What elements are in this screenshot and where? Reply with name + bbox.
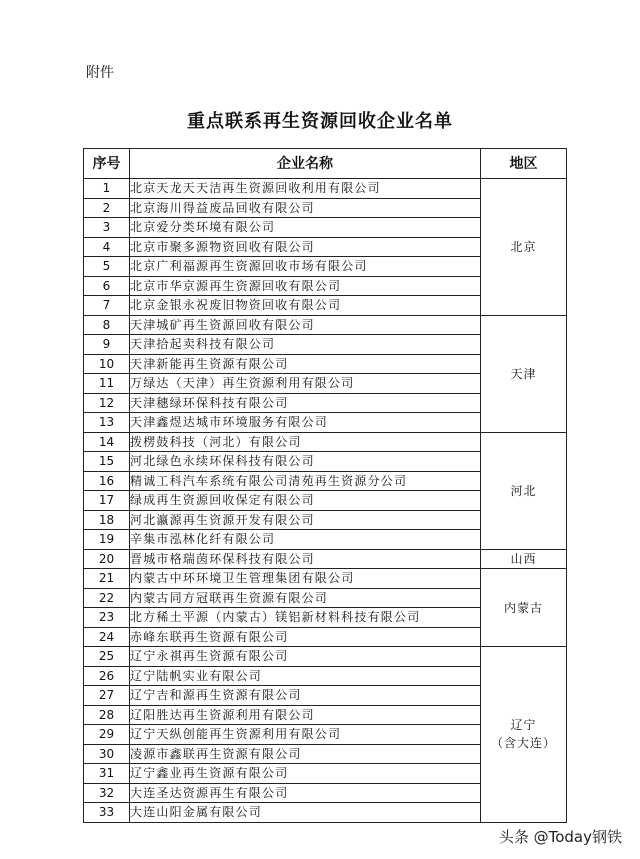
- source-watermark: 头条 @Today钢铁: [498, 828, 622, 846]
- region-label: 北京: [510, 239, 537, 254]
- attachment-label: 附件: [86, 65, 114, 81]
- row-number: 3: [84, 218, 130, 238]
- table-row: [84, 647, 567, 667]
- enterprise-name: 天津城矿再生资源回收有限公司: [130, 315, 481, 335]
- table-body: [84, 179, 567, 823]
- row-number: 20: [84, 549, 130, 569]
- region-cell: [481, 549, 567, 569]
- row-number: 12: [84, 393, 130, 413]
- enterprise-name: 北京金银永祝废旧物资回收有限公司: [130, 296, 481, 316]
- table-row: [84, 549, 567, 569]
- enterprise-name: 拨楞鼓科技（河北）有限公司: [130, 432, 481, 452]
- row-number: 21: [84, 569, 130, 589]
- row-number: 9: [84, 335, 130, 355]
- region-label: 山西: [510, 551, 537, 566]
- header-number: 序号: [84, 149, 130, 179]
- row-number: 24: [84, 627, 130, 647]
- region-label: 河北: [510, 483, 537, 498]
- enterprise-name: 晋城市格瑞茵环保科技有限公司: [130, 549, 481, 569]
- enterprise-name: 天津穗绿环保科技有限公司: [130, 393, 481, 413]
- enterprise-name: 辛集市泓林化纤有限公司: [130, 530, 481, 550]
- row-number: 27: [84, 686, 130, 706]
- region-cell: [481, 179, 567, 316]
- enterprise-name: 北京市聚多源物资回收有限公司: [130, 237, 481, 257]
- row-number: 31: [84, 764, 130, 784]
- region-label: 内蒙古: [503, 600, 543, 615]
- row-number: 18: [84, 510, 130, 530]
- region-cell: [481, 315, 567, 432]
- enterprise-name: 万绿达（天津）再生资源利用有限公司: [130, 374, 481, 394]
- header-region: 地区: [481, 149, 567, 179]
- enterprise-table: [83, 148, 567, 823]
- row-number: 17: [84, 491, 130, 511]
- enterprise-name: 天津拾起卖科技有限公司: [130, 335, 481, 355]
- page-title: 重点联系再生资源回收企业名单: [187, 111, 453, 132]
- enterprise-name: 北方稀土平源（内蒙古）镁铝新材料科技有限公司: [130, 608, 481, 628]
- enterprise-name: 凌源市鑫联再生资源有限公司: [130, 744, 481, 764]
- enterprise-name: 内蒙古同方冠联再生资源有限公司: [130, 588, 481, 608]
- enterprise-name: 辽宁陆帆实业有限公司: [130, 666, 481, 686]
- row-number: 1: [84, 179, 130, 199]
- table-row: [84, 569, 567, 589]
- row-number: 4: [84, 237, 130, 257]
- row-number: 8: [84, 315, 130, 335]
- enterprise-name: 精诚工科汽车系统有限公司清苑再生资源分公司: [130, 471, 481, 491]
- enterprise-name: 北京天龙天天洁再生资源回收利用有限公司: [130, 179, 481, 199]
- enterprise-name: 天津鑫煜达城市环境服务有限公司: [130, 413, 481, 433]
- enterprise-name: 北京海川得益废品回收有限公司: [130, 198, 481, 218]
- enterprise-name: 内蒙古中环环境卫生管理集团有限公司: [130, 569, 481, 589]
- region-label: 天津: [510, 366, 537, 381]
- enterprise-name: 河北瀛源再生资源开发有限公司: [130, 510, 481, 530]
- row-number: 11: [84, 374, 130, 394]
- row-number: 23: [84, 608, 130, 628]
- region-cell: [481, 569, 567, 647]
- row-number: 25: [84, 647, 130, 667]
- table-row: [84, 179, 567, 199]
- row-number: 10: [84, 354, 130, 374]
- enterprise-name: 赤峰东联再生资源有限公司: [130, 627, 481, 647]
- enterprise-name: 北京广利福源再生资源回收市场有限公司: [130, 257, 481, 277]
- enterprise-name: 河北绿色永续环保科技有限公司: [130, 452, 481, 472]
- row-number: 33: [84, 803, 130, 823]
- row-number: 32: [84, 783, 130, 803]
- row-number: 15: [84, 452, 130, 472]
- enterprise-name: 大连山阳金属有限公司: [130, 803, 481, 823]
- header-enterprise-name: 企业名称: [130, 149, 481, 179]
- region-cell: [481, 647, 567, 823]
- row-number: 29: [84, 725, 130, 745]
- row-number: 26: [84, 666, 130, 686]
- enterprise-name: 北京市华京源再生资源回收有限公司: [130, 276, 481, 296]
- row-number: 16: [84, 471, 130, 491]
- enterprise-name: 辽宁鑫业再生资源有限公司: [130, 764, 481, 784]
- table-header-row: [84, 149, 567, 179]
- enterprise-name: 绿成再生资源回收保定有限公司: [130, 491, 481, 511]
- region-label: 辽宁: [510, 718, 537, 733]
- row-number: 7: [84, 296, 130, 316]
- enterprise-name: 辽宁吉和源再生资源有限公司: [130, 686, 481, 706]
- enterprise-name: 辽宁永祺再生资源有限公司: [130, 647, 481, 667]
- region-label: （含大连）: [490, 736, 556, 751]
- region-cell: [481, 432, 567, 549]
- row-number: 2: [84, 198, 130, 218]
- row-number: 28: [84, 705, 130, 725]
- enterprise-name: 辽宁天纵创能再生资源利用有限公司: [130, 725, 481, 745]
- enterprise-name: 大连圣达资源再生有限公司: [130, 783, 481, 803]
- table-row: [84, 432, 567, 452]
- row-number: 14: [84, 432, 130, 452]
- row-number: 30: [84, 744, 130, 764]
- enterprise-name: 天津新能再生资源有限公司: [130, 354, 481, 374]
- row-number: 5: [84, 257, 130, 277]
- row-number: 19: [84, 530, 130, 550]
- row-number: 6: [84, 276, 130, 296]
- table-row: [84, 315, 567, 335]
- row-number: 22: [84, 588, 130, 608]
- enterprise-name: 北京爱分类环境有限公司: [130, 218, 481, 238]
- row-number: 13: [84, 413, 130, 433]
- enterprise-name: 辽阳胜达再生资源利用有限公司: [130, 705, 481, 725]
